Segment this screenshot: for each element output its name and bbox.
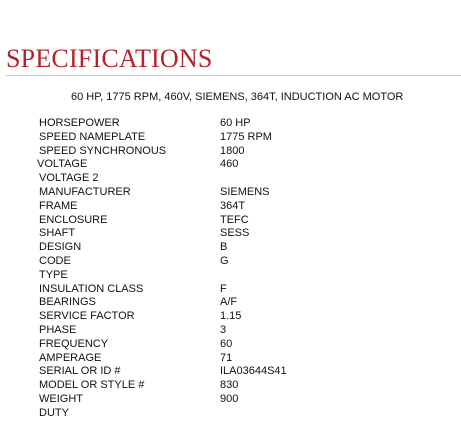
spec-row-service-factor — [39, 310, 299, 324]
spec-value: G — [220, 254, 229, 267]
product-summary: 60 HP, 1775 RPM, 460V, SIEMENS, 364T, INDUCTION AC MOTOR — [71, 91, 404, 103]
spec-value: 60 HP — [220, 117, 251, 129]
spec-label: TYPE — [39, 268, 68, 281]
spec-label: FRAME — [39, 199, 78, 212]
spec-row-speed-nameplate — [39, 131, 299, 145]
spec-row-voltage-2 — [39, 172, 299, 186]
spec-label: DESIGN — [39, 241, 82, 254]
spec-value: 60 — [220, 337, 233, 350]
spec-label: MODEL OR STYLE # — [39, 379, 145, 392]
spec-label: AMPERAGE — [39, 351, 102, 364]
spec-value: A/F — [220, 296, 238, 309]
spec-value: 460 — [220, 158, 239, 171]
spec-row-amperage — [39, 352, 299, 366]
spec-value: SIEMENS — [220, 185, 270, 198]
spec-value: TEFC — [220, 213, 249, 226]
spec-label: WEIGHT — [39, 392, 83, 405]
spec-label: VOLTAGE — [37, 158, 88, 171]
spec-value: SESS — [220, 227, 250, 240]
spec-row-weight — [39, 393, 299, 407]
spec-row-horsepower — [39, 117, 299, 131]
spec-label: SERIAL OR ID # — [39, 365, 121, 378]
spec-label: MANUFACTURER — [39, 185, 131, 198]
spec-label: ENCLOSURE — [39, 213, 108, 226]
spec-label: FREQUENCY — [39, 337, 109, 350]
spec-row-design — [39, 241, 299, 255]
spec-row-code — [39, 255, 299, 269]
title-divider — [6, 75, 461, 76]
page-title: SPECIFICATIONS — [6, 44, 213, 73]
spec-table — [39, 117, 299, 421]
spec-value: 1.15 — [220, 310, 242, 323]
spec-value: 364T — [220, 199, 246, 212]
spec-row-type — [39, 269, 299, 283]
spec-row-enclosure — [39, 214, 299, 228]
spec-value: F — [220, 282, 227, 295]
spec-row-duty — [39, 407, 299, 421]
spec-label: SHAFT — [39, 227, 76, 240]
spec-value: 71 — [220, 351, 233, 364]
spec-row-bearings — [39, 296, 299, 310]
spec-label: CODE — [39, 254, 71, 267]
spec-value: B — [220, 241, 228, 254]
spec-label: HORSEPOWER — [39, 117, 120, 129]
spec-label: SERVICE FACTOR — [39, 310, 135, 323]
spec-row-model — [39, 379, 299, 393]
spec-row-voltage — [39, 158, 299, 172]
spec-row-phase — [39, 324, 299, 338]
spec-label: SPEED SYNCHRONOUS — [39, 144, 167, 157]
spec-value: 1800 — [220, 144, 245, 157]
spec-label: PHASE — [39, 323, 77, 336]
spec-value: ILA03644S41 — [220, 365, 287, 378]
spec-row-serial — [39, 365, 299, 379]
spec-row-manufacturer — [39, 186, 299, 200]
spec-label: VOLTAGE 2 — [39, 172, 99, 185]
spec-value: 830 — [220, 379, 239, 392]
spec-value: 1775 RPM — [220, 130, 272, 143]
spec-row-speed-synchronous — [39, 145, 299, 159]
spec-row-insulation-class — [39, 283, 299, 297]
spec-row-frequency — [39, 338, 299, 352]
spec-label: SPEED NAMEPLATE — [39, 130, 146, 143]
spec-label: DUTY — [39, 406, 69, 419]
spec-label: BEARINGS — [39, 296, 96, 309]
spec-value: 3 — [220, 323, 227, 336]
spec-row-frame — [39, 200, 299, 214]
spec-label: INSULATION CLASS — [39, 282, 144, 295]
spec-row-shaft — [39, 227, 299, 241]
spec-value: 900 — [220, 392, 239, 405]
